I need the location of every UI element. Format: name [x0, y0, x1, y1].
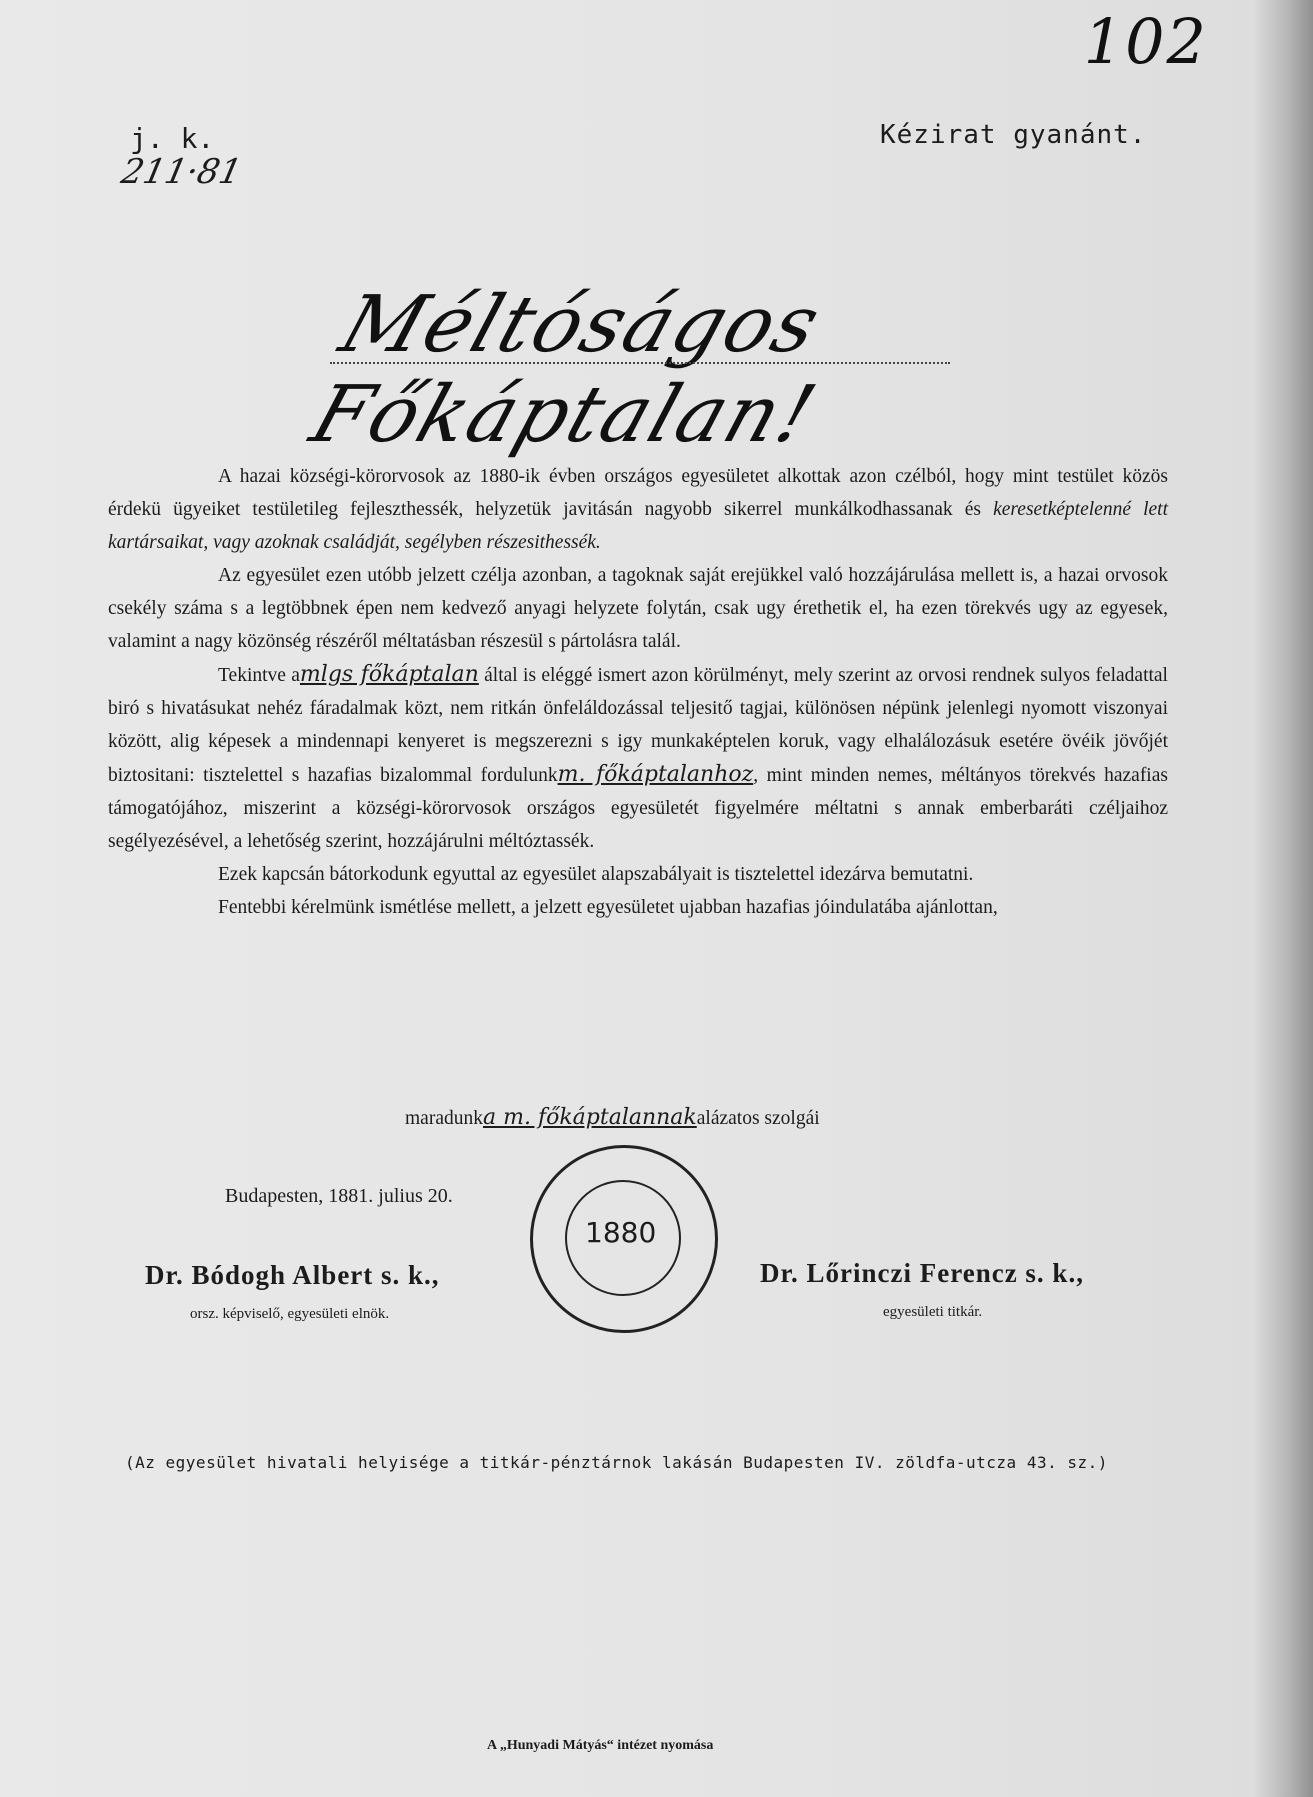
- printer-credit: A „Hunyadi Mátyás“ intézet nyomása: [487, 1738, 714, 1753]
- reference-number: 211·81: [117, 152, 246, 192]
- folio-number: 102: [1083, 5, 1208, 78]
- signatory-left-role: orsz. képviselő, egyesületi elnök.: [190, 1306, 390, 1322]
- reference-label: j. k.: [130, 122, 215, 155]
- closing-line: maradunka m. főkáptalannakalázatos szolgái: [405, 1105, 820, 1130]
- paragraph-4: Ezek kapcsán bátorkodunk egyuttal az egyesület alapszabályait is tisztelettel idezárva bemutatni.: [218, 864, 974, 885]
- place-date: Budapesten, 1881. julius 20.: [225, 1185, 453, 1207]
- handwritten-insert-2: m. főkáptalanhoz: [557, 762, 754, 787]
- office-address-note: (Az egyesület hivatali helyisége a titkár-pénztárnok lakásán Budapesten IV. zöldfa-utcza 43. sz.): [125, 1453, 1108, 1472]
- salutation: Méltóságos Főkáptalan!: [300, 280, 832, 460]
- letter-body: [108, 460, 1168, 924]
- signatory-left-name: Dr. Bódogh Albert s. k.,: [145, 1260, 440, 1290]
- seal-year: 1880: [585, 1216, 657, 1249]
- signatory-right-role: egyesületi titkár.: [883, 1304, 983, 1320]
- paragraph-1: A hazai községi-körorvosok az 1880-ik évben országos egyesületet alkottak azon czélból, hogy mint testület közös érdekü ügyeiket testületileg fejleszthessék, helyzetük javitásán nagyobb sikerrel munkálkodhassanak és keresetképtelenné lett kartársaikat, vagy azoknak családját, segélyben részesithessék.: [108, 466, 1168, 553]
- association-seal: [530, 1145, 718, 1333]
- handwritten-insert-1: mlgs főkáptalan: [299, 662, 479, 687]
- paragraph-2: Az egyesület ezen utóbb jelzett czélja azonban, a tagoknak saját erejükkel való hozzájárulása mellett is, a hazai orvosok csekély száma s a legtöbbnek épen nem kedvező anyagi helyzete folytán, csak ugy érethetik el, ha ezen törekvés ugy az egyesek, valamint a nagy közönség részéről méltatásban részesül s pártolásra talál.: [108, 565, 1168, 652]
- signatory-right-name: Dr. Lőrinczi Ferencz s. k.,: [760, 1258, 1084, 1288]
- handwritten-insert-3: a m. főkáptalannak: [482, 1105, 697, 1130]
- salutation-dotted-line: [330, 362, 950, 364]
- emphasis-text: keresetképtelenné lett kartársaikat, vagy azoknak családját, segélyben részesithessék.: [108, 499, 1168, 553]
- header-note: Kézirat gyanánt.: [880, 120, 1147, 150]
- page-edge-shadow: [1253, 0, 1313, 1797]
- paragraph-5: Fentebbi kérelmünk ismétlése mellett, a jelzett egyesületet ujabban hazafias jóindulatába ajánlottan,: [218, 897, 998, 918]
- paragraph-3: Tekintve amlgs főkáptalan által is eléggé ismert azon körülményt, mely szerint az orvosi rendnek sulyos feladattal biró s hivatásukat nehéz fáradalmak közt, nem ritkán önfeláldozással teljesitő tagjai, különösen népünk jelenlegi nyomott viszonyai között, alig képesek a mindennapi kenyeret is megszerezni s igy munkaképtelen koruk, vagy elhalálozásuk esetére övéik jövőjét biztositani: tisztelettel s hazafias bizalommal fordulunkm. főkáptalanhoz, mint minden nemes, méltányos törekvés hazafias támogatójához, miszerint a községi-körorvosok országos egyesületét figyelmére méltatni s annak emberbaráti czéljaihoz segélyezésével, a lehetőség szerint, hozzájárulni méltóztassék.: [108, 662, 1168, 852]
